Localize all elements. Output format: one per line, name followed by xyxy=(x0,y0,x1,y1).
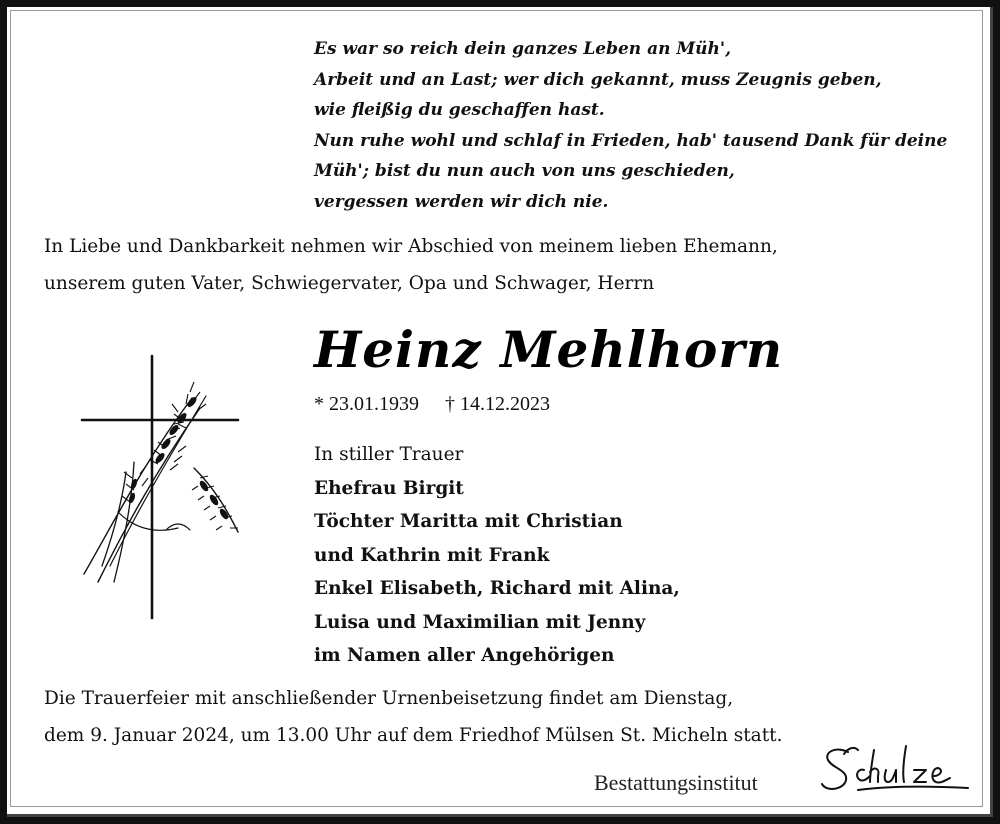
poem xyxy=(314,34,954,217)
intro-line: In Liebe und Dankbarkeit nehmen wir Abschied von meinem lieben Ehemann, xyxy=(44,236,778,257)
intro-line: unserem guten Vater, Schwiegervater, Opa und Schwager, Herrn xyxy=(44,273,655,294)
undertaker-label: Bestattungsinstitut xyxy=(594,770,758,795)
mourners-lead: In stiller Trauer xyxy=(314,444,464,465)
mourner-line: Luisa und Maximilian mit Jenny xyxy=(314,611,646,633)
life-dates xyxy=(314,390,550,418)
mourner-line: und Kathrin mit Frank xyxy=(314,544,550,566)
service-line: Die Trauerfeier mit anschließender Urnenbeisetzung findet am Dienstag, xyxy=(44,688,734,709)
service-line: dem 9. Januar 2024, um 13.00 Uhr auf dem Friedhof Mülsen St. Micheln statt. xyxy=(44,725,783,746)
mourner-line: Enkel Elisabeth, Richard mit Alina, xyxy=(314,578,680,599)
poem-line: wie fleißig du geschaffen hast. xyxy=(314,100,605,120)
deceased-name: Heinz Mehlhorn xyxy=(314,320,784,379)
poem-line: Müh'; bist du nun auch von uns geschieden, xyxy=(314,161,735,181)
cross-with-wheat-icon xyxy=(74,352,250,622)
mourner-line: Töchter Maritta mit Christian xyxy=(314,511,623,532)
mourner-line: Ehefrau Birgit xyxy=(314,477,464,499)
mourner-line: im Namen aller Angehörigen xyxy=(314,645,615,666)
intro-text xyxy=(44,228,964,302)
poem-line: vergessen werden wir dich nie. xyxy=(314,191,609,212)
undertaker-signature-logo xyxy=(818,742,974,798)
death-date: † 14.12.2023 xyxy=(445,393,550,415)
poem-line: Nun ruhe wohl und schlaf in Frieden, hab' tausend Dank für deine xyxy=(314,130,948,151)
mourners-block xyxy=(314,438,680,673)
poem-line: Arbeit und an Last; wer dich gekannt, muss Zeugnis geben, xyxy=(314,69,882,90)
birth-date: * 23.01.1939 xyxy=(314,393,419,415)
poem-line: Es war so reich dein ganzes Leben an Müh', xyxy=(314,39,732,59)
